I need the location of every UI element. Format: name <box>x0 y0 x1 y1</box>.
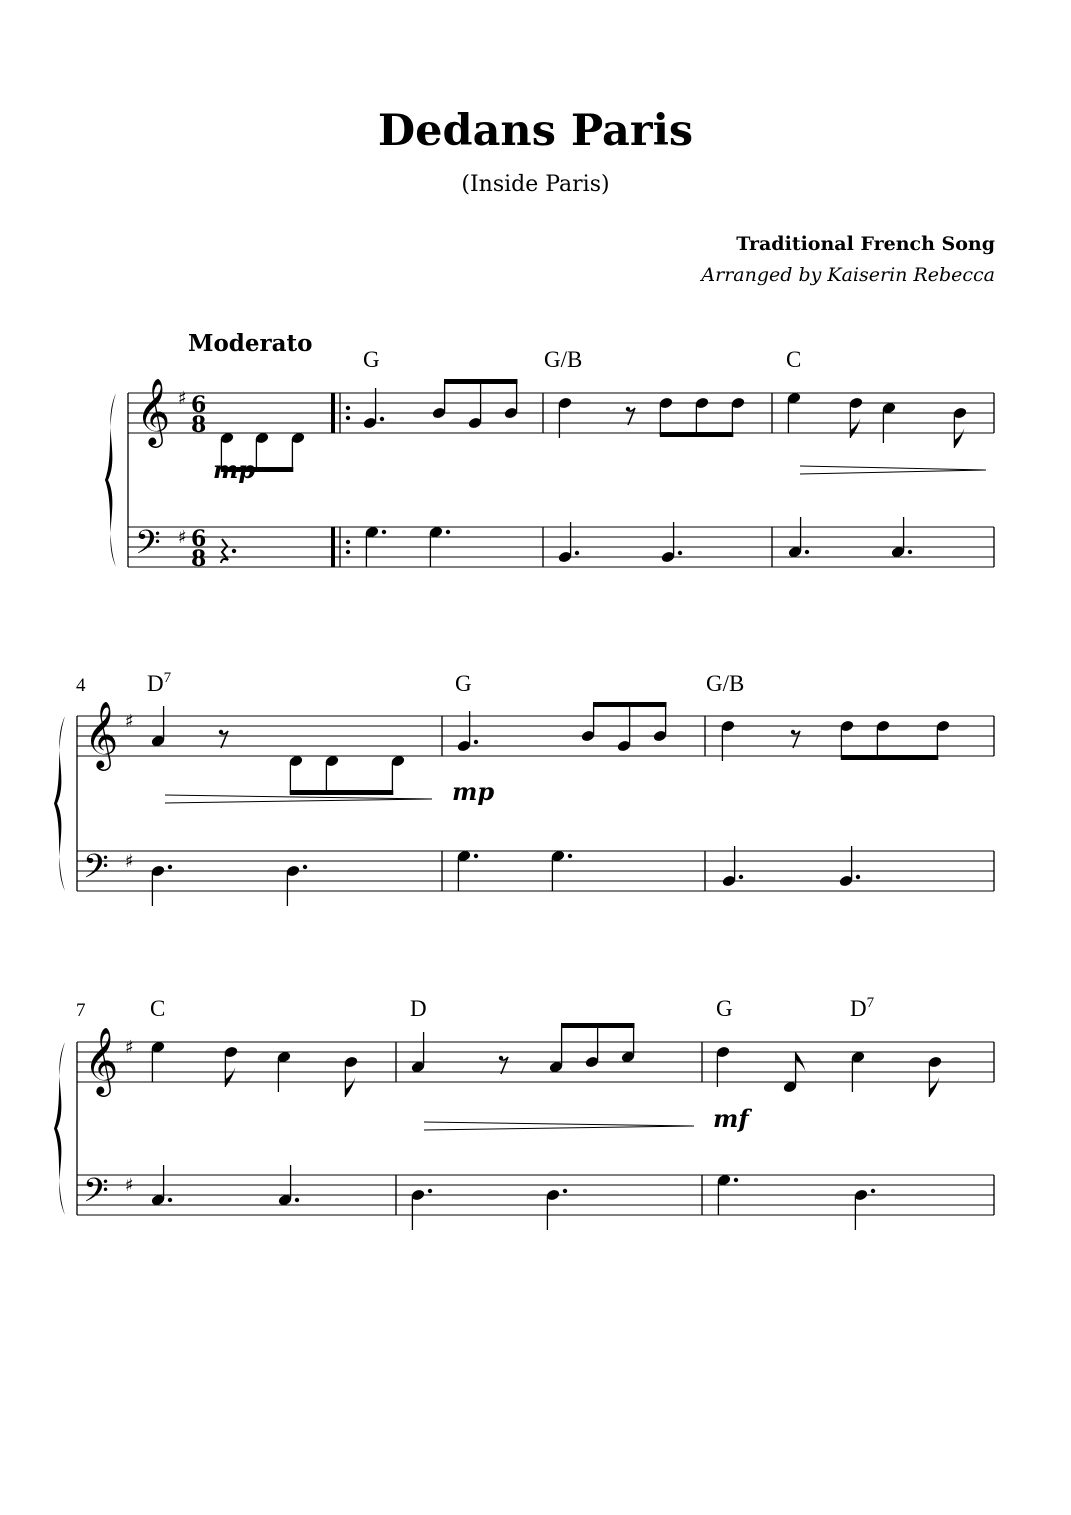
diminuendo-hairpin <box>424 1126 694 1130</box>
diminuendo-hairpin <box>800 466 986 470</box>
composer-credit: Traditional French Song <box>736 233 995 255</box>
diminuendo-hairpin <box>165 799 432 803</box>
eighth-rest-dot <box>791 730 795 734</box>
eighth-rest-dot <box>219 730 223 734</box>
diminuendo-hairpin <box>165 795 432 799</box>
chord-extension: 7 <box>163 670 172 686</box>
augmentation-dot <box>446 530 450 534</box>
augmentation-dot <box>295 1198 299 1202</box>
time-signature-denominator: 8 <box>191 546 207 572</box>
key-signature-sharp-icon: ♯ <box>178 527 187 548</box>
system-brace <box>105 393 116 567</box>
chord-symbol: C <box>786 347 802 372</box>
dynamic-mp: mp <box>452 777 495 806</box>
bass-clef-icon: 𝄢 <box>83 848 109 894</box>
augmentation-dot <box>734 1178 738 1182</box>
note-flag <box>345 1077 355 1097</box>
tempo-marking: Moderato <box>188 330 313 357</box>
bass-clef-icon: 𝄢 <box>83 1172 109 1218</box>
note-flag <box>929 1077 939 1097</box>
song-title: Dedans Paris <box>377 106 694 156</box>
chord-symbol: $D^7$ <box>147 670 172 696</box>
system-brace <box>54 716 65 891</box>
augmentation-dot <box>232 549 236 553</box>
chord-symbol: D <box>410 996 427 1021</box>
time-signature-numerator: 6 <box>191 392 207 418</box>
augmentation-dot <box>908 550 912 554</box>
chord-extension: 7 <box>866 995 875 1011</box>
note-flag <box>954 428 964 448</box>
diminuendo-hairpin <box>800 470 986 474</box>
note-beam <box>660 432 734 437</box>
chord-symbol: G <box>716 996 733 1021</box>
system-brace <box>54 1042 65 1215</box>
chord-symbol: G <box>363 347 380 372</box>
note-beam <box>841 755 939 760</box>
note-flag <box>225 1067 235 1087</box>
augmentation-dot <box>380 417 384 421</box>
augmentation-dot <box>168 1198 172 1202</box>
time-signature-numerator: 6 <box>191 526 207 552</box>
eighth-rest-dot <box>626 407 630 411</box>
song-subtitle: (Inside Paris) <box>461 172 610 197</box>
key-signature-sharp-icon: ♯ <box>125 1175 134 1196</box>
dynamic-mp: mp <box>213 455 256 484</box>
augmentation-dot <box>575 551 579 555</box>
arranger-credit: Arranged by Kaiserin Rebecca <box>701 264 995 286</box>
treble-clef-icon: 𝄞 <box>136 377 171 445</box>
chord-symbol: C <box>150 996 166 1021</box>
augmentation-dot <box>382 530 386 534</box>
key-signature-sharp-icon: ♯ <box>125 1037 134 1058</box>
quarter-rest <box>221 539 228 563</box>
key-signature-sharp-icon: ♯ <box>125 711 134 732</box>
measure-number: 4 <box>76 675 86 696</box>
augmentation-dot <box>568 854 572 858</box>
augmentation-dot <box>563 1189 567 1193</box>
augmentation-dot <box>805 550 809 554</box>
note-beam <box>444 379 518 384</box>
bass-clef-icon: 𝄢 <box>135 524 161 570</box>
repeat-dot <box>346 416 350 420</box>
key-signature-sharp-icon: ♯ <box>125 851 134 872</box>
augmentation-dot <box>474 740 478 744</box>
note-beam <box>593 702 667 707</box>
chord-symbol: G <box>455 671 472 696</box>
note-beam <box>290 790 394 795</box>
treble-clef-icon: 𝄞 <box>84 1026 119 1094</box>
eighth-rest-dot <box>499 1056 503 1060</box>
treble-clef-icon: 𝄞 <box>84 700 119 768</box>
augmentation-dot <box>871 1189 875 1193</box>
time-signature-denominator: 8 <box>191 412 207 438</box>
repeat-dot <box>346 540 350 544</box>
augmentation-dot <box>678 551 682 555</box>
chord-symbol: $D^7$ <box>850 995 875 1021</box>
augmentation-dot <box>428 1189 432 1193</box>
chord-symbol: G/B <box>544 347 583 372</box>
augmentation-dot <box>856 875 860 879</box>
augmentation-dot <box>474 854 478 858</box>
augmentation-dot <box>168 865 172 869</box>
note-beam <box>561 1023 635 1028</box>
measure-number: 7 <box>76 1000 86 1021</box>
augmentation-dot <box>303 865 307 869</box>
note-flag <box>850 418 860 438</box>
key-signature-sharp-icon: ♯ <box>178 388 187 409</box>
diminuendo-hairpin <box>424 1122 694 1126</box>
augmentation-dot <box>739 875 743 879</box>
repeat-dot <box>346 550 350 554</box>
dynamic-mf: mf <box>713 1104 749 1133</box>
chord-symbol: G/B <box>706 671 745 696</box>
repeat-dot <box>346 406 350 410</box>
